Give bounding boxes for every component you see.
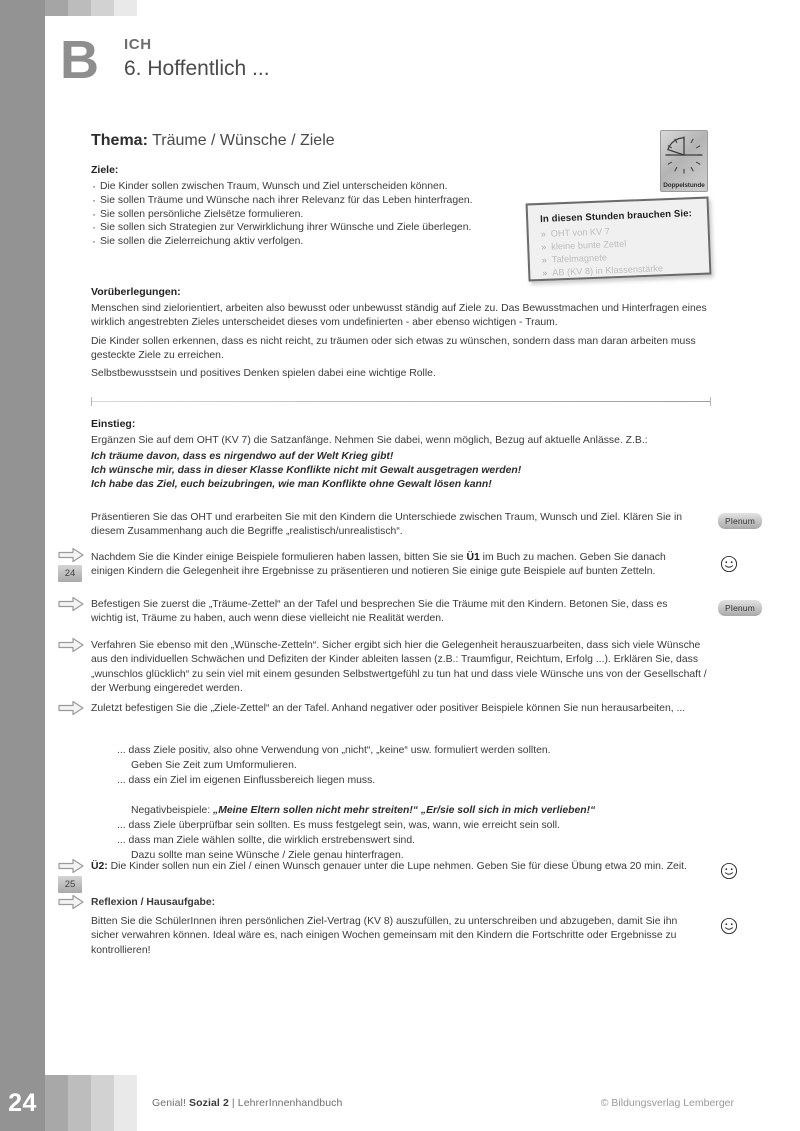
paragraph: Ergänzen Sie auf dem OHT (KV 7) die Satzanfänge. Nehmen Sie dabei, wenn möglich, Bezug auf aktuelle Anlässe. Z.B.: bbox=[91, 435, 648, 446]
step-text: Präsentieren Sie das OHT und erarbeiten Sie mit den Kindern die Unterschiede zwischen Traum, Wunsch und Ziel. Klären Sie in diesem Zusammenhang auch die Begriffe „realistisch/unrealistisch“. bbox=[91, 512, 683, 538]
status-badge: Plenum bbox=[718, 600, 762, 616]
criteria-list bbox=[117, 743, 717, 864]
einstieg-examples bbox=[91, 450, 711, 492]
list-item: ... dass Ziele überprüfbar sein sollten. Es muss festgelegt sein, was, wann, wie erreicht sein soll. bbox=[117, 820, 560, 832]
footer-title-c: | LehrerInnenhandbuch bbox=[228, 1097, 343, 1109]
reflexion-text: Bitten Sie die SchülerInnen ihren persönlichen Ziel-Vertrag (KV 8) auszufüllen, zu unterschreiben und abzugeben, damit Sie ihn sicher verwahren können. Ideal wäre es, nach einigen Wochen gemeinsam mit den Kindern die Fortschritte oder Ergebnisse zu kontrollieren! bbox=[91, 916, 678, 956]
footer-bar-segment-2 bbox=[68, 1075, 91, 1131]
footer-bar-segment-4 bbox=[114, 1075, 137, 1131]
arrow-right-icon bbox=[57, 637, 85, 653]
thema-value: Träume / Wünsche / Ziele bbox=[147, 132, 335, 149]
step-text: Verfahren Sie ebenso mit den „Wünsche-Zetteln“. Sicher ergibt sich hier die Gelegenheit herauszuarbeiten, dass sich viele Wünsche aus den individuellen Schwächen und Defiziten der Kinder ableiten lassen (z.B.: Traumfigur, Reichtum, Erfolg ...). Erklären Sie, dass „wunschlos glücklich“ zu sein viel mit einem gesunden Selbstwertgefühl zu tun hat und dass viele Wünsche uns von der Gesellschaft / der Werbung eingeredet werden. bbox=[91, 640, 707, 695]
step-text: Zuletzt befestigen Sie die „Ziele-Zettel“ an der Tafel. Anhand negativer oder positiver Beispiele können Sie nun herausarbeiten, ... bbox=[91, 703, 686, 714]
page-footer bbox=[0, 1075, 800, 1131]
divider-cap-right bbox=[710, 397, 711, 406]
top-gradient-bars bbox=[45, 0, 137, 16]
arrow-right-icon bbox=[57, 547, 85, 563]
list-item: Dazu sollte man seine Wünsche / Ziele genau hinterfragen. bbox=[131, 850, 404, 862]
vorueberlegungen-section bbox=[91, 286, 711, 382]
step-text: Befestigen Sie zuerst die „Träume-Zettel“ an der Tafel und besprechen Sie die Träume mit den Kindern. Betonen Sie, dass es wichtig ist, Träume zu haben, auch wenn diese vielleicht nie Realität werden. bbox=[91, 599, 668, 625]
exercise-ref: Ü1 bbox=[466, 552, 480, 563]
list-item: · Sie sollen Träume und Wünsche nach ihrer Relevanz für das Leben hinterfragen. bbox=[91, 194, 521, 208]
clock-label: Doppelstunde bbox=[663, 182, 705, 189]
list-item: ... dass Ziele positiv, also ohne Verwendung von „nicht“, „keine“ usw. formuliert werden sollten. bbox=[117, 745, 551, 756]
negative-examples-line bbox=[117, 803, 717, 818]
footer-book-title bbox=[152, 1097, 342, 1109]
list-item: · Sie sollen sich Strategien zur Verwirklichung ihrer Wünsche und Ziele überlegen. bbox=[91, 221, 521, 235]
top-bar-segment-3 bbox=[91, 0, 114, 16]
footer-bar-segment-1 bbox=[45, 1075, 68, 1131]
step-text-a: Nachdem Sie die Kinder einige Beispiele formulieren haben lassen, bitten Sie sie bbox=[91, 552, 467, 563]
example-sentence: Ich wünsche mir, dass in dieser Klasse Konflikte nicht mit Gewalt ausgetragen werden! bbox=[91, 465, 522, 477]
materials-item: » OHT von KV 7 bbox=[541, 222, 698, 241]
list-item: · Sie sollen die Zielerreichung aktiv verfolgen. bbox=[91, 235, 521, 249]
materials-box bbox=[526, 197, 712, 282]
paragraph: Selbstbewusstsein und positives Denken spielen dabei eine wichtige Rolle. bbox=[91, 368, 436, 380]
footer-copyright: © Bildungsverlag Lemberger bbox=[600, 1097, 734, 1109]
smiley-icon bbox=[720, 555, 738, 573]
chapter-letter: B bbox=[60, 30, 99, 90]
example-sentence: Ich habe das Ziel, euch beizubringen, wie man Konflikte ohne Gewalt lösen kann! bbox=[91, 479, 492, 491]
paragraph: Menschen sind zielorientiert, arbeiten also bewusst oder unbewusst ständig auf Ziele zu. Das Bewusstmachen und Hinterfragen eines wirklich angestrebten Zieles unterscheidet dieses vom undefinierten - aber ebenso wichtigen - Traum. bbox=[91, 303, 707, 329]
footer-page-number: 24 bbox=[0, 1075, 45, 1131]
section-divider bbox=[91, 397, 711, 406]
ziele-section bbox=[91, 164, 521, 249]
footer-bar-segment-3 bbox=[91, 1075, 114, 1131]
top-bar-segment-2 bbox=[68, 0, 91, 16]
page-reference-badge: 25 bbox=[58, 876, 82, 893]
step-text-b: im Buch zu machen. Geben Sie danach einigen Kindern die Gelegenheit ihre Ergebnisse zu präsentieren und notieren Sie einige gute Beispiele auf bunten Zetteln. bbox=[91, 552, 666, 578]
thema-line bbox=[91, 132, 335, 150]
ziele-heading: Ziele: bbox=[91, 164, 119, 176]
divider-line bbox=[91, 401, 711, 402]
arrow-right-icon bbox=[57, 596, 85, 612]
page-title: 6. Hoffentlich ... bbox=[124, 57, 270, 80]
arrow-right-icon bbox=[57, 858, 85, 874]
clock-icon bbox=[661, 131, 707, 179]
list-item: Geben Sie Zeit zum Umformulieren. bbox=[131, 760, 297, 772]
status-badge: Plenum bbox=[718, 513, 762, 529]
list-item: ... dass man Ziele wählen sollte, die wirklich erstrebenswert sind. bbox=[117, 835, 415, 847]
list-item: · Sie sollen persönliche Zielsëtze formulieren. bbox=[91, 208, 521, 222]
page-reference-badge: 24 bbox=[58, 565, 82, 582]
materials-item: » kleine bunte Zettel bbox=[541, 235, 698, 254]
list-item: ... dass ein Ziel im eigenen Einflussbereich liegen muss. bbox=[117, 775, 376, 787]
step-text-body: Die Kinder sollen nun ein Ziel / einen Wunsch genauer unter die Lupe nehmen. Geben Sie für diese Übung etwa 20 min. Zeit. bbox=[107, 861, 687, 872]
example-sentence: Ich träume davon, dass es nirgendwo auf der Welt Krieg gibt! bbox=[91, 451, 394, 463]
einstieg-heading: Einstieg: bbox=[91, 418, 136, 430]
smiley-icon bbox=[720, 862, 738, 880]
materials-heading: In diesen Stunden brauchen Sie: bbox=[539, 208, 693, 225]
exercise-ref: Ü2: bbox=[91, 861, 108, 872]
left-spine-bar bbox=[0, 0, 45, 1131]
ziele-list bbox=[91, 180, 521, 249]
negative-examples-label: Negativbeispiele: bbox=[131, 805, 214, 817]
step-text bbox=[91, 860, 701, 874]
reflexion-heading: Reflexion / Hausaufgabe: bbox=[91, 897, 216, 908]
thema-label: Thema: bbox=[91, 132, 148, 149]
top-bar-segment-4 bbox=[114, 0, 137, 16]
arrow-right-icon bbox=[57, 894, 85, 910]
paragraph: Die Kinder sollen erkennen, dass es nicht reicht, zu träumen oder sich etwas zu wünschen, sondern dass man daran arbeiten muss gesteckte Ziele zu erreichen. bbox=[91, 335, 696, 362]
doppelstunde-clock-badge bbox=[660, 130, 708, 192]
einstieg-section bbox=[91, 418, 711, 493]
smiley-icon bbox=[720, 917, 738, 935]
vorueberlegungen-heading: Vorüberlegungen: bbox=[91, 286, 181, 298]
negative-examples-text: „Meine Eltern sollen nicht mehr streiten!“ „Er/sie soll sich in mich verlieben!“ bbox=[213, 805, 596, 817]
footer-gradient-bars bbox=[45, 1075, 137, 1131]
footer-title-a: Genial! bbox=[152, 1097, 189, 1109]
list-item: · Die Kinder sollen zwischen Traum, Wunsch und Ziel unterscheiden können. bbox=[91, 180, 521, 194]
materials-item: » Tafelmagnete bbox=[542, 248, 699, 267]
footer-title-b: Sozial 2 bbox=[189, 1097, 229, 1109]
chapter-kicker: ICH bbox=[124, 36, 152, 53]
divider-cap-left bbox=[91, 397, 92, 406]
spacer bbox=[117, 788, 717, 803]
step-text bbox=[91, 551, 701, 580]
materials-item: » AB (KV 8) in Klassenstärke bbox=[542, 261, 699, 280]
arrow-right-icon bbox=[57, 700, 85, 716]
top-bar-segment-1 bbox=[45, 0, 68, 16]
